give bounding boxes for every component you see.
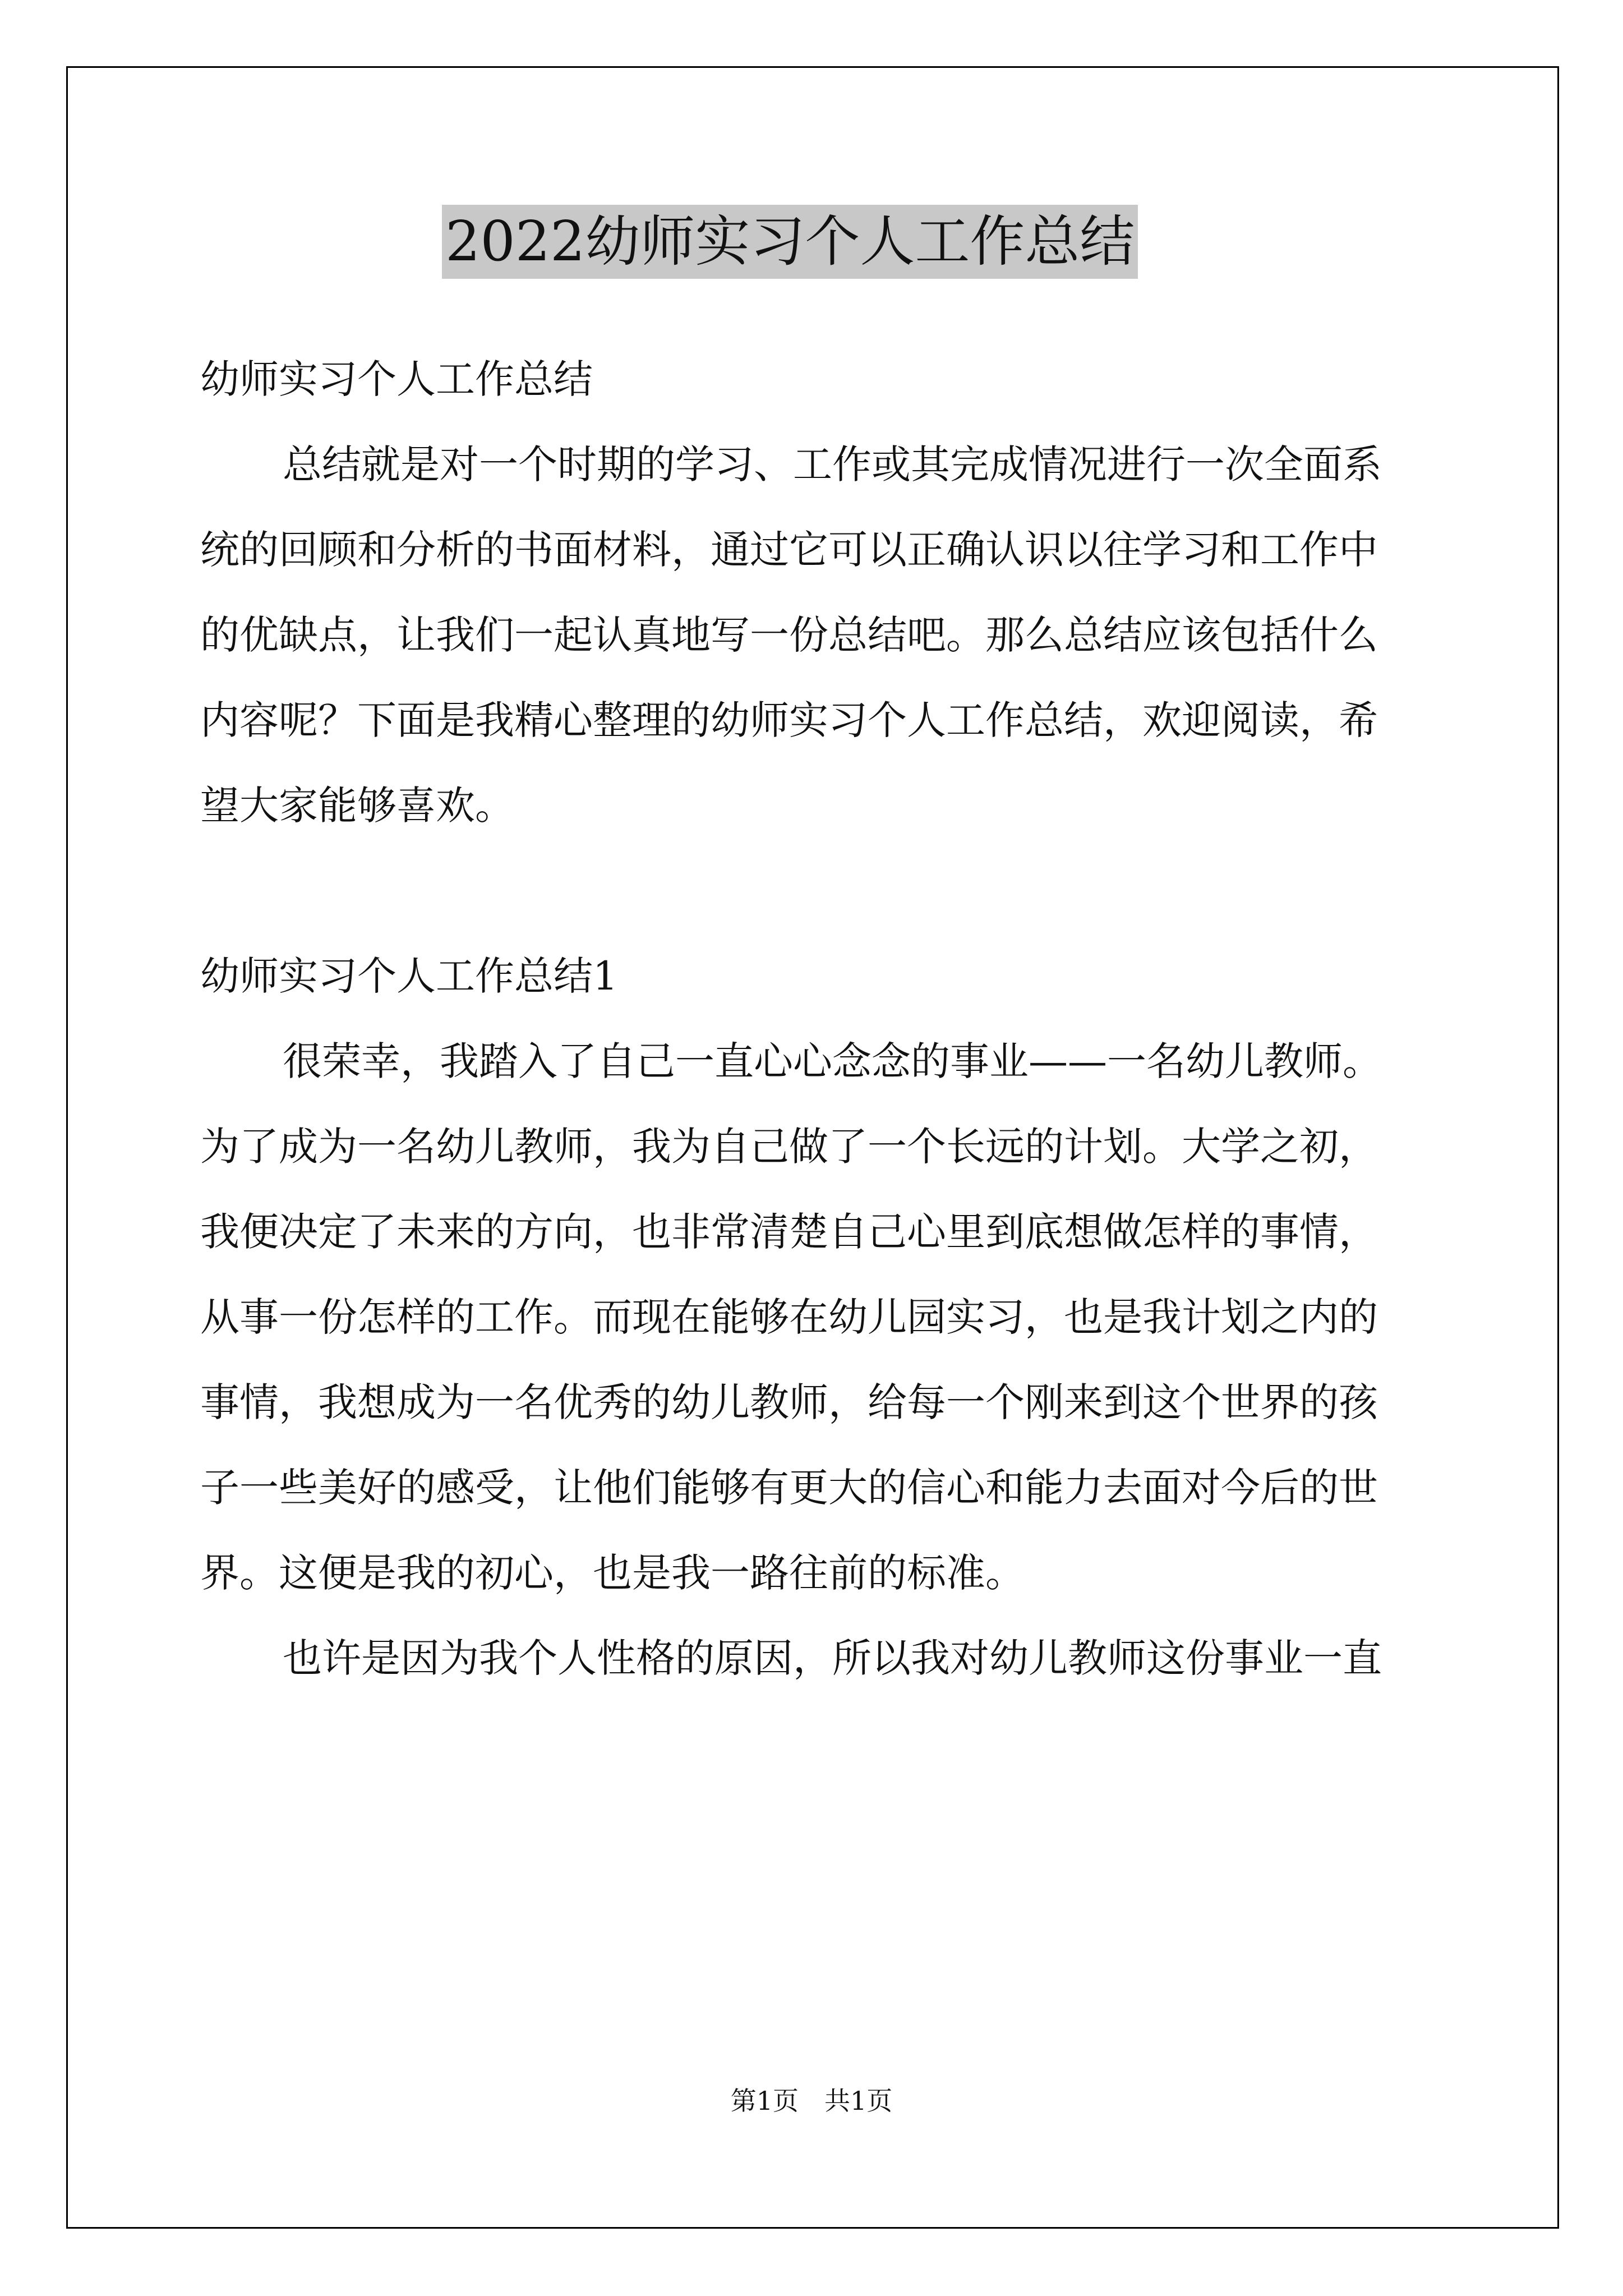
- paragraph-line: 总结就是对一个时期的学习、工作或其完成情况进行一次全面系: [283, 441, 1382, 487]
- paragraph-line: 子一些美好的感受，让他们能够有更大的信心和能力去面对今后的世: [200, 1465, 1378, 1511]
- paragraph-line: 从事一份怎样的工作。而现在能够在幼儿园实习，也是我计划之内的: [200, 1294, 1378, 1340]
- document-body: [200, 337, 1428, 1701]
- paragraph-line: 也许是因为我个人性格的原因，所以我对幼儿教师这份事业一直: [283, 1635, 1382, 1681]
- section-heading: 幼师实习个人工作总结: [200, 356, 593, 402]
- section-heading: 幼师实习个人工作总结1: [200, 953, 618, 999]
- paragraph-line: 界。这便是我的初心，也是我一路往前的标准。: [200, 1550, 1025, 1596]
- paragraph-line: 我便决定了未来的方向，也非常清楚自己心里到底想做怎样的事情，: [200, 1209, 1378, 1255]
- paragraph-line: 的优缺点，让我们一起认真地写一份总结吧。那么总结应该包括什么: [200, 612, 1378, 658]
- paragraph-line: 很荣幸，我踏入了自己一直心心念念的事业——一名幼儿教师。: [283, 1038, 1382, 1084]
- paragraph-gap: [200, 848, 1428, 933]
- paragraph-line: 内容呢？下面是我精心整理的幼师实习个人工作总结，欢迎阅读，希: [200, 697, 1378, 743]
- paragraph-line: 为了成为一名幼儿教师，我为自己做了一个长远的计划。大学之初，: [200, 1124, 1378, 1170]
- paragraph-line: 统的回顾和分析的书面材料，通过它可以正确认识以往学习和工作中: [200, 527, 1378, 573]
- page-number-footer: 第1页 共1页: [730, 2086, 893, 2116]
- paragraph-line: 事情，我想成为一名优秀的幼儿教师，给每一个刚来到这个世界的孩: [200, 1379, 1378, 1425]
- paragraph-line: 望大家能够喜欢。: [200, 783, 514, 829]
- document-title: 2022幼师实习个人工作总结: [442, 205, 1138, 279]
